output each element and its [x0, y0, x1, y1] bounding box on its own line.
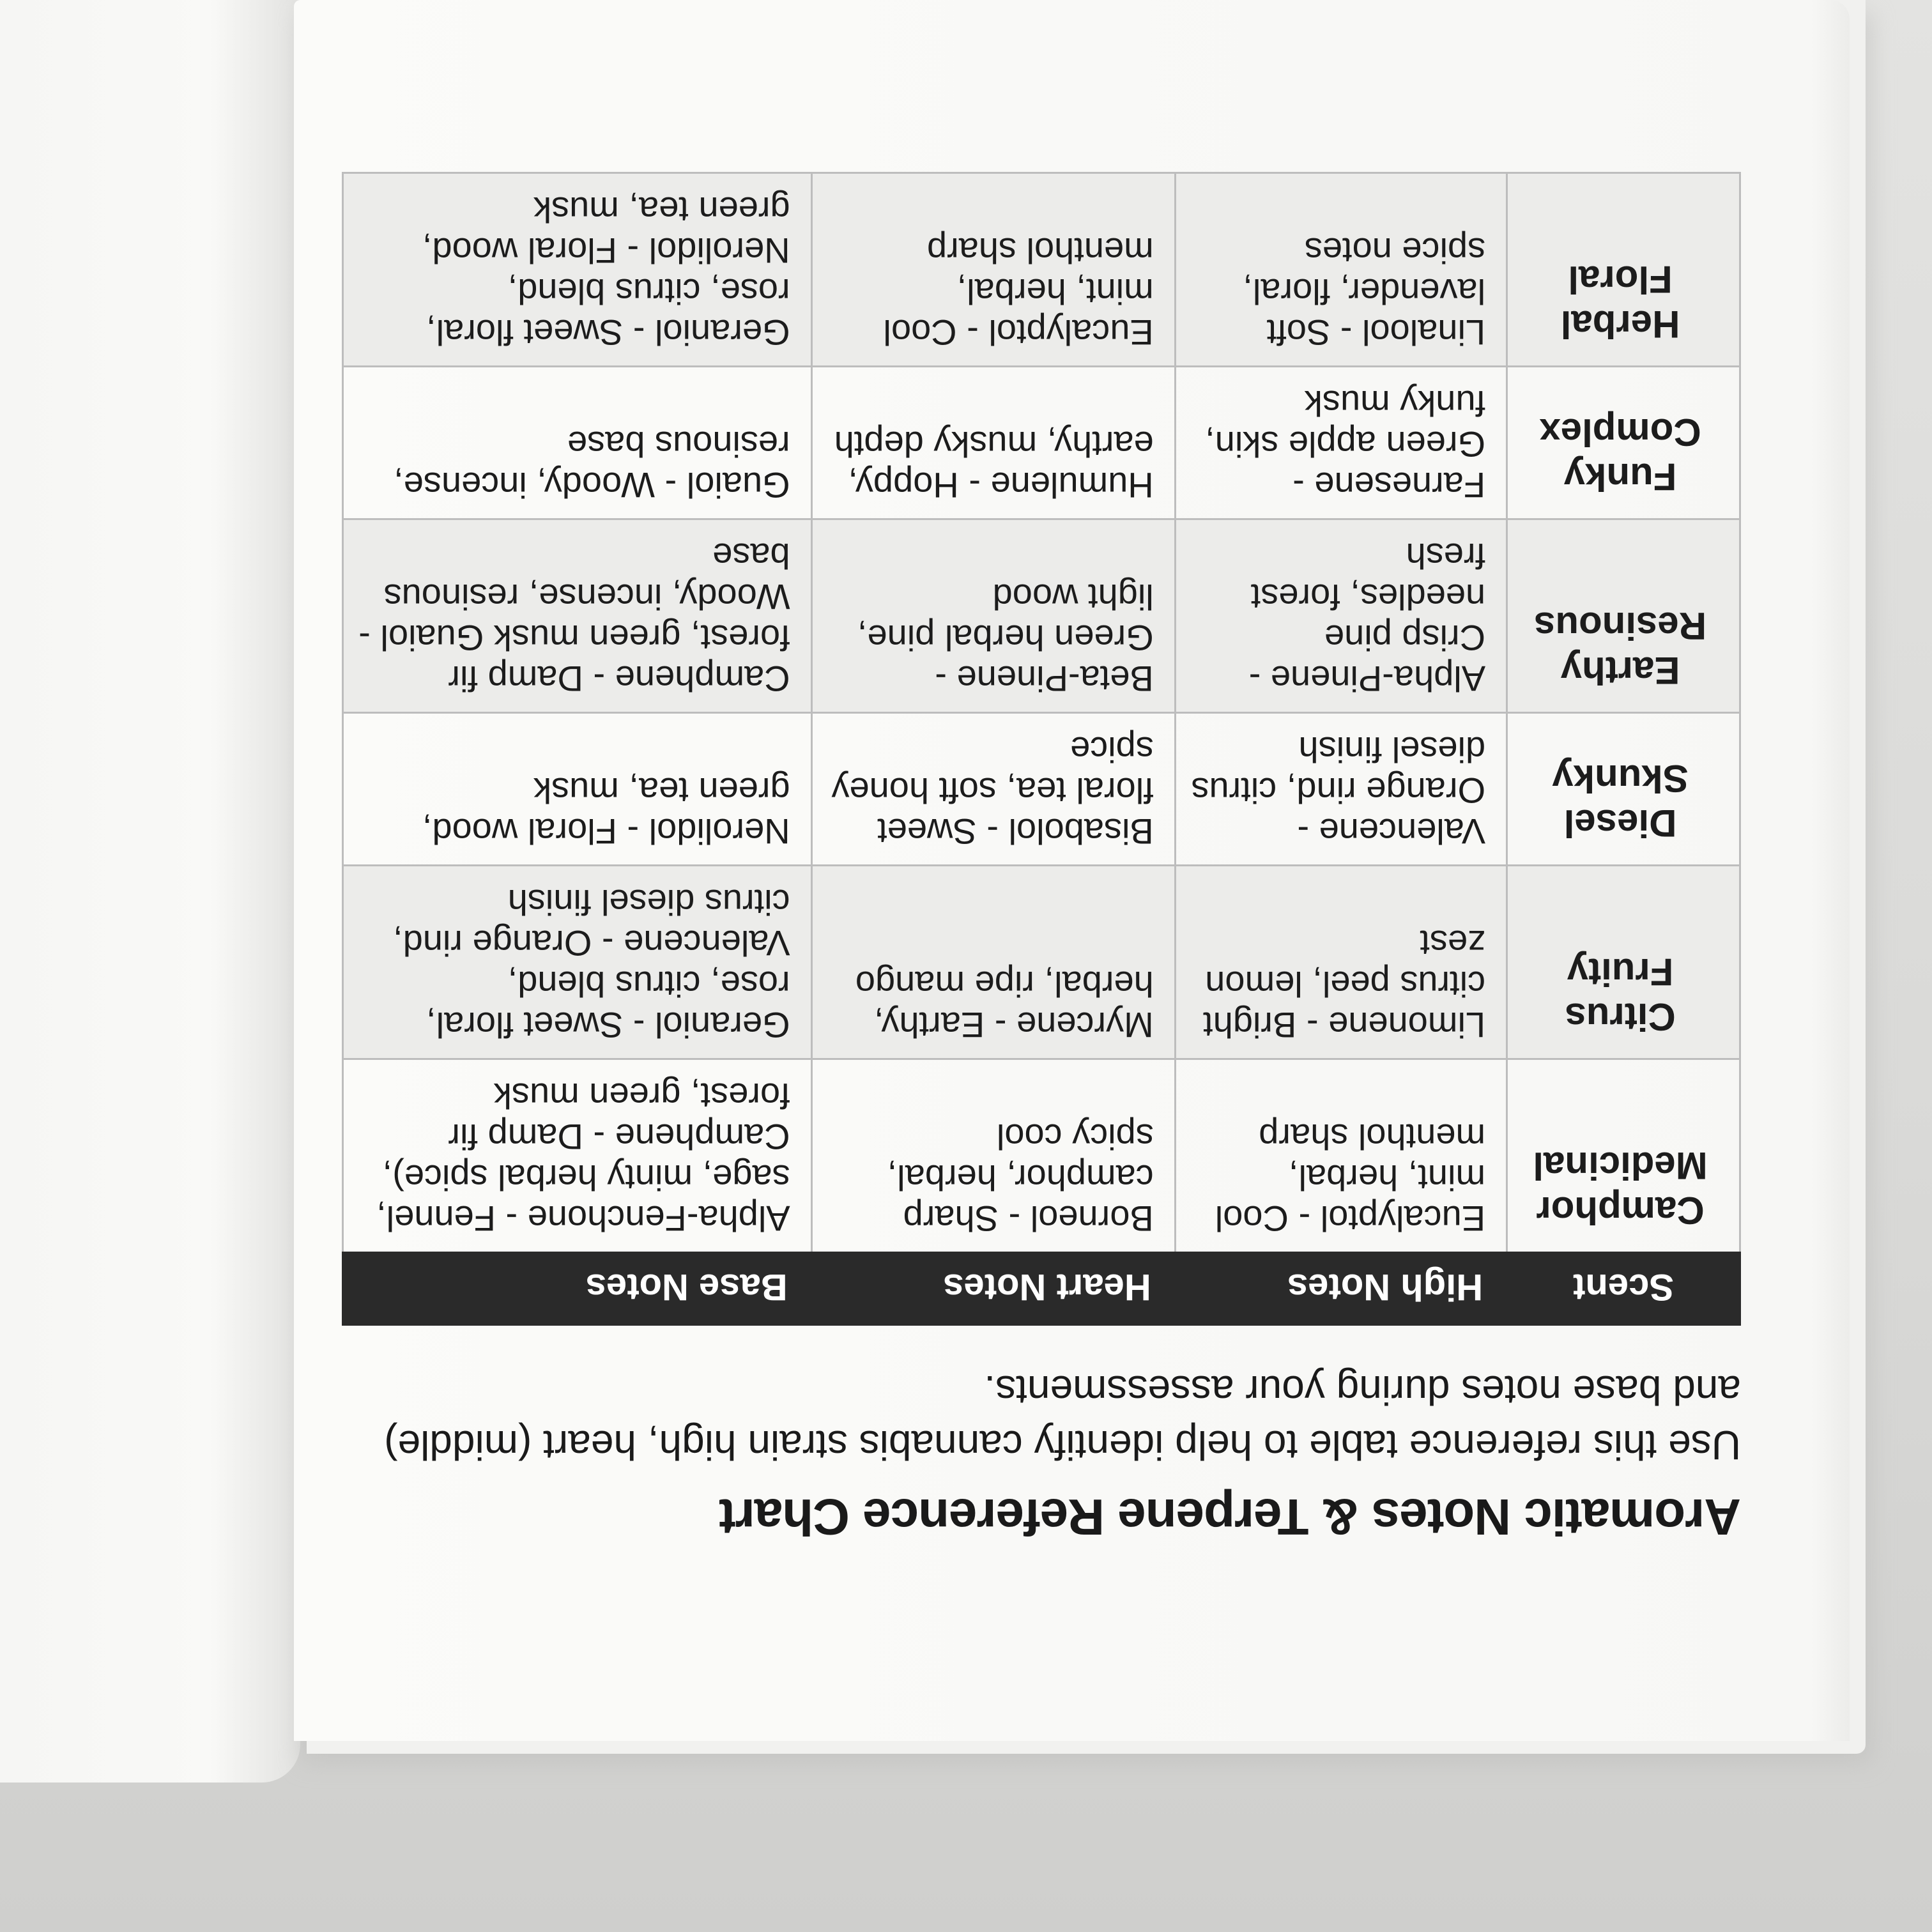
high-notes-cell: Linalool - Soft lavender, floral, spice notes	[1175, 173, 1506, 367]
heart-notes-cell: Bisabolol - Sweet floral tea, soft honey spice	[811, 713, 1175, 866]
base-notes-cell: Nerolidol - Floral wood, green tea, musk	[343, 713, 812, 866]
header-heart-notes: Heart Notes	[811, 1253, 1175, 1325]
left-page	[0, 0, 300, 1782]
high-notes-cell: Valencene - Orange rind, citrus diesel finish	[1175, 713, 1506, 866]
table-row	[343, 367, 1740, 519]
terpene-reference-table	[342, 172, 1741, 1326]
reference-chart-page	[294, 0, 1850, 1741]
base-notes-cell: Alpha-Fenchone - Fennel, sage, minty herbal spice), Camphene - Damp fir forest, green musk	[343, 1059, 812, 1253]
header-base-notes: Base Notes	[343, 1253, 812, 1325]
header-scent: Scent	[1507, 1253, 1740, 1325]
scent-cell: Herbal Floral	[1507, 173, 1740, 367]
high-notes-cell: Farnesene - Green apple skin, funky musk	[1175, 367, 1506, 519]
table-row	[343, 519, 1740, 713]
heart-notes-cell: Humulene - Hoppy, earthy, musky depth	[811, 367, 1175, 519]
scent-cell: Camphor Medicinal	[1507, 1059, 1740, 1253]
scent-cell: Citrus Fruity	[1507, 866, 1740, 1059]
scent-cell: Funky Complex	[1507, 367, 1740, 519]
left-page-content	[0, 0, 256, 1782]
base-notes-cell: Guaiol - Woody, incense, resinous base	[343, 367, 812, 519]
table-header-row	[343, 1253, 1740, 1325]
heart-notes-cell: Eucalyptol - Cool mint, herbal, menthol sharp	[811, 173, 1175, 367]
high-notes-cell: Eucalyptol - Cool mint, herbal, menthol sharp	[1175, 1059, 1506, 1253]
high-notes-cell: Limonene - Bright citrus peel, lemon zest	[1175, 866, 1506, 1059]
heart-notes-cell: Beta-Pinene - Green herbal pine, light wood	[811, 519, 1175, 713]
table-row	[343, 713, 1740, 866]
table-row	[343, 1059, 1740, 1253]
high-notes-cell: Alpha-Pinene - Crisp pine needles, forest fresh	[1175, 519, 1506, 713]
base-notes-cell: Camphene - Damp fir forest, green musk Guaiol - Woody, incense, resinous base	[343, 519, 812, 713]
base-notes-cell: Geraniol - Sweet floral, rose, citrus blend, Nerolidol - Floral wood, green tea, musk	[343, 173, 812, 367]
base-notes-cell: Geraniol - Sweet floral, rose, citrus blend, Valencene - Orange rind, citrus diesel finish	[343, 866, 812, 1059]
header-high-notes: High Notes	[1175, 1253, 1506, 1325]
scent-cell: Earthy Resinous	[1507, 519, 1740, 713]
scent-cell: Diesel Skunky	[1507, 713, 1740, 866]
chart-title: Aromatic Notes & Terpene Reference Chart	[719, 1489, 1741, 1545]
table-row	[343, 866, 1740, 1059]
intro-text: Use this reference table to help identify cannabis strain high, heart (middle) and base notes during your assessments.	[384, 1367, 1741, 1468]
heart-notes-cell: Borneol - Sharp camphor, herbal, spicy cool	[811, 1059, 1175, 1253]
table-row	[343, 173, 1740, 367]
heart-notes-cell: Myrcene - Earthy, herbal, ripe mango	[811, 866, 1175, 1059]
